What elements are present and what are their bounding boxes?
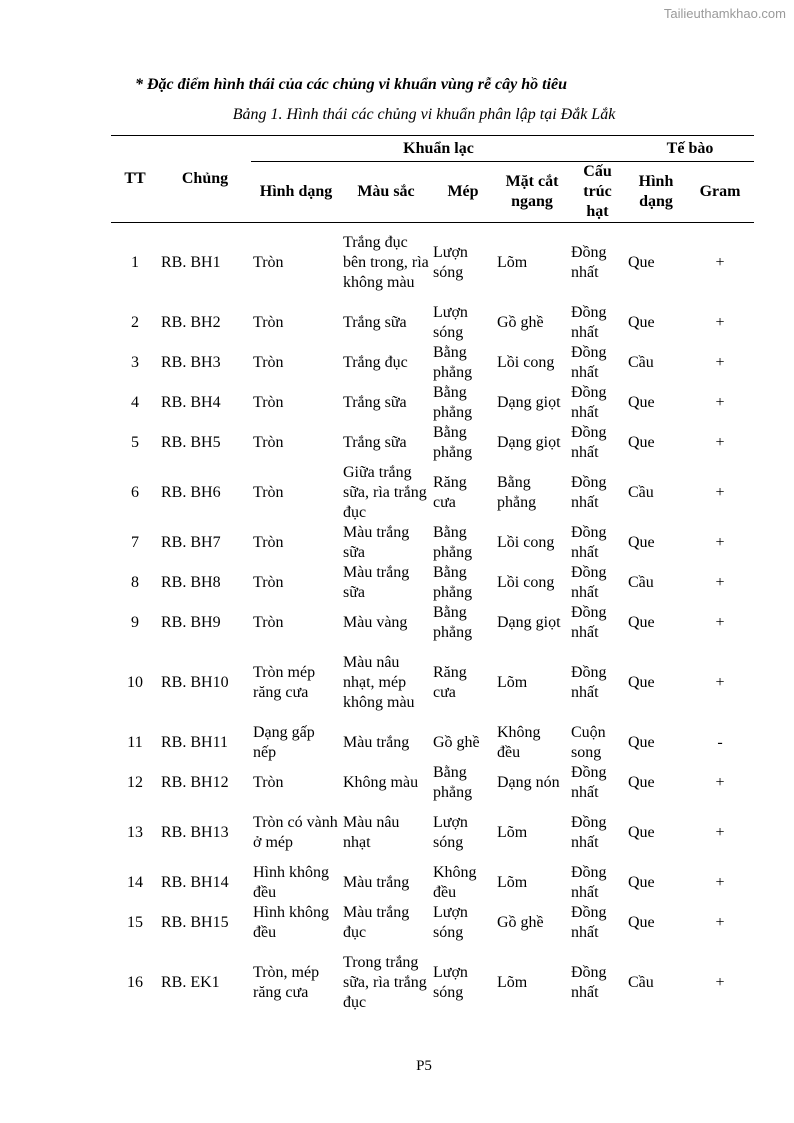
header-cell-shape: Hình dạng	[638, 173, 674, 210]
row-cell-shape: Que	[628, 913, 655, 931]
row-gram: +	[715, 823, 725, 841]
row-strain: RB. BH8	[161, 573, 221, 591]
row-edge: Bằng phẳng	[433, 423, 473, 461]
row-cross-section: Dạng giọt	[497, 393, 561, 411]
row-tt: 6	[131, 483, 139, 501]
row-gram: +	[715, 433, 725, 451]
table-caption: Bảng 1. Hình thái các chủng vi khuẩn phân lập tại Đắk Lắk	[232, 106, 616, 123]
row-tt: 5	[131, 433, 139, 451]
row-gram: +	[715, 393, 725, 411]
row-edge: Lượn sóng	[433, 813, 468, 851]
row-shape: Tròn	[253, 483, 284, 501]
row-gram: +	[715, 773, 725, 791]
row-shape: Tròn	[253, 433, 284, 451]
row-structure: Đồng nhất	[571, 423, 607, 461]
table-row	[111, 343, 754, 383]
row-color: Trong trắng sữa, rìa trắng đục	[343, 953, 427, 1011]
row-cell-shape: Que	[628, 253, 655, 271]
row-color: Trắng sữa	[343, 433, 407, 451]
row-shape: Tròn mép răng cưa	[253, 663, 316, 701]
row-gram: +	[715, 313, 725, 331]
row-structure: Đồng nhất	[571, 303, 607, 341]
row-edge: Bằng phẳng	[433, 523, 473, 561]
row-tt: 9	[131, 613, 139, 631]
table-row	[111, 903, 754, 943]
row-shape: Hình không đều	[253, 863, 329, 901]
table-row	[111, 563, 754, 603]
row-edge: Bằng phẳng	[433, 563, 473, 601]
header-colony-group: Khuẩn lạc	[251, 136, 626, 162]
row-color: Giữa trắng sữa, rìa trắng đục	[343, 463, 427, 521]
row-tt: 15	[127, 913, 143, 931]
row-strain: RB. BH2	[161, 313, 221, 331]
row-tt: 14	[127, 873, 143, 891]
row-cross-section: Dạng nón	[497, 773, 560, 791]
row-cell-shape: Cầu	[628, 573, 654, 591]
table-row	[111, 223, 754, 303]
row-cell-shape: Que	[628, 773, 655, 791]
watermark-text: Tailieuthamkhao.com	[663, 6, 786, 21]
row-edge: Lượn sóng	[433, 903, 468, 941]
row-structure: Đồng nhất	[571, 603, 607, 641]
row-edge: Lượn sóng	[433, 303, 468, 341]
row-strain: RB. BH9	[161, 613, 221, 631]
row-tt: 3	[131, 353, 139, 371]
row-cross-section: Lõm	[497, 253, 528, 271]
row-color: Màu vàng	[343, 613, 408, 631]
row-shape: Tròn	[253, 313, 284, 331]
row-strain: RB. BH5	[161, 433, 221, 451]
table-row	[111, 643, 754, 723]
row-edge: Gồ ghề	[433, 733, 480, 751]
header-tt: TT	[124, 170, 146, 187]
row-cell-shape: Que	[628, 393, 655, 411]
row-cross-section: Dạng giọt	[497, 613, 561, 631]
row-cross-section: Lồi cong	[497, 353, 555, 371]
row-cross-section: Lõm	[497, 873, 528, 891]
row-cell-shape: Cầu	[628, 973, 654, 991]
row-cross-section: Gồ ghề	[497, 313, 544, 331]
row-strain: RB. BH12	[161, 773, 229, 791]
table-row	[111, 523, 754, 563]
row-tt: 7	[131, 533, 139, 551]
row-shape: Tròn	[253, 573, 284, 591]
row-color: Trắng sữa	[343, 393, 407, 411]
row-tt: 1	[131, 253, 139, 271]
row-gram: +	[715, 973, 725, 991]
row-tt: 16	[127, 973, 143, 991]
row-gram: -	[717, 733, 723, 751]
row-gram: +	[715, 253, 725, 271]
row-gram: +	[715, 533, 725, 551]
header-edge: Mép	[447, 183, 479, 200]
row-shape: Tròn	[253, 613, 284, 631]
row-cell-shape: Cầu	[628, 353, 654, 371]
header-gram: Gram	[699, 183, 741, 200]
row-cross-section: Lõm	[497, 973, 528, 991]
row-color: Màu trắng sữa	[343, 563, 410, 601]
table-row	[111, 383, 754, 423]
table-row	[111, 723, 754, 763]
row-shape: Tròn	[253, 773, 284, 791]
row-gram: +	[715, 873, 725, 891]
row-edge: Lượn sóng	[433, 963, 468, 1001]
row-strain: RB. BH14	[161, 873, 229, 891]
table-row	[111, 943, 754, 1023]
row-color: Trắng sữa	[343, 313, 407, 331]
row-strain: RB. BH13	[161, 823, 229, 841]
row-strain: RB. BH15	[161, 913, 229, 931]
row-tt: 11	[127, 733, 143, 751]
row-color: Không màu	[343, 773, 419, 791]
row-tt: 10	[127, 673, 143, 691]
row-shape: Tròn, mép răng cưa	[253, 963, 320, 1001]
row-strain: RB. BH1	[161, 253, 221, 271]
row-cell-shape: Que	[628, 733, 655, 751]
row-structure: Đồng nhất	[571, 813, 607, 851]
row-strain: RB. BH3	[161, 353, 221, 371]
morphology-table	[111, 135, 754, 1023]
row-strain: RB. BH7	[161, 533, 221, 551]
row-edge: Răng cưa	[433, 663, 467, 701]
row-color: Màu trắng sữa	[343, 523, 410, 561]
header-structure: Cấu trúc hạt	[583, 163, 612, 220]
row-strain: RB. BH4	[161, 393, 221, 411]
row-edge: Bằng phẳng	[433, 383, 473, 421]
row-strain: RB. BH6	[161, 483, 221, 501]
row-shape: Hình không đều	[253, 903, 329, 941]
row-gram: +	[715, 613, 725, 631]
row-color: Màu trắng	[343, 873, 410, 891]
header-cell-group: Tế bào	[626, 136, 754, 162]
row-color: Màu trắng đục	[343, 903, 410, 941]
row-structure: Đồng nhất	[571, 243, 607, 281]
row-cell-shape: Que	[628, 433, 655, 451]
row-cross-section: Lồi cong	[497, 533, 555, 551]
row-shape: Tròn	[253, 533, 284, 551]
row-cell-shape: Que	[628, 823, 655, 841]
table-row	[111, 303, 754, 343]
row-strain: RB. BH10	[161, 673, 229, 691]
row-color: Màu nâu nhạt	[343, 813, 400, 851]
row-structure: Đồng nhất	[571, 473, 607, 511]
row-shape: Dạng gấp nếp	[253, 723, 315, 761]
row-edge: Bằng phẳng	[433, 603, 473, 641]
row-shape: Tròn có vành ở mép	[253, 813, 338, 851]
row-cross-section: Lồi cong	[497, 573, 555, 591]
row-edge: Răng cưa	[433, 473, 467, 511]
row-color: Trắng đục	[343, 353, 408, 371]
row-gram: +	[715, 573, 725, 591]
row-gram: +	[715, 913, 725, 931]
row-gram: +	[715, 353, 725, 371]
row-cross-section: Lõm	[497, 823, 528, 841]
row-color: Trắng đục bên trong, rìa không màu	[343, 233, 429, 291]
row-edge: Lượn sóng	[433, 243, 468, 281]
row-edge: Bằng phẳng	[433, 763, 473, 801]
row-structure: Đồng nhất	[571, 763, 607, 801]
row-cross-section: Dạng giọt	[497, 433, 561, 451]
row-color: Màu trắng	[343, 733, 410, 751]
row-structure: Đồng nhất	[571, 563, 607, 601]
row-structure: Đồng nhất	[571, 663, 607, 701]
row-cross-section: Không đều	[497, 723, 541, 761]
row-cell-shape: Cầu	[628, 483, 654, 501]
row-gram: +	[715, 483, 725, 501]
row-cross-section: Gồ ghề	[497, 913, 544, 931]
row-structure: Đồng nhất	[571, 523, 607, 561]
row-cross-section: Bằng phẳng	[497, 473, 537, 511]
row-structure: Cuộn song	[571, 723, 606, 761]
row-structure: Đồng nhất	[571, 383, 607, 421]
row-shape: Tròn	[253, 353, 284, 371]
row-cell-shape: Que	[628, 313, 655, 331]
row-cross-section: Lõm	[497, 673, 528, 691]
section-heading: * Đặc điểm hình thái của các chủng vi khuẩn vùng rễ cây hồ tiêu	[135, 76, 568, 93]
table-row	[111, 863, 754, 903]
header-cross-section: Mặt cắt ngang	[505, 173, 559, 210]
table-row	[111, 603, 754, 643]
row-strain: RB. BH11	[161, 733, 228, 751]
row-tt: 8	[131, 573, 139, 591]
row-structure: Đồng nhất	[571, 903, 607, 941]
row-structure: Đồng nhất	[571, 963, 607, 1001]
row-cell-shape: Que	[628, 613, 655, 631]
table-row	[111, 763, 754, 803]
table-row	[111, 463, 754, 523]
row-tt: 4	[131, 393, 139, 411]
row-gram: +	[715, 673, 725, 691]
row-edge: Không đều	[433, 863, 477, 901]
row-shape: Tròn	[253, 393, 284, 411]
row-color: Màu nâu nhạt, mép không màu	[343, 653, 415, 711]
row-shape: Tròn	[253, 253, 284, 271]
header-color: Màu sắc	[357, 183, 415, 200]
row-cell-shape: Que	[628, 873, 655, 891]
row-tt: 13	[127, 823, 143, 841]
page-number: P5	[416, 1058, 432, 1074]
table-row	[111, 423, 754, 463]
header-strain: Chủng	[181, 170, 229, 187]
row-strain: RB. EK1	[161, 973, 220, 991]
table-body	[111, 223, 754, 1023]
row-cell-shape: Que	[628, 673, 655, 691]
header-shape: Hình dạng	[259, 183, 333, 200]
row-structure: Đồng nhất	[571, 343, 607, 381]
row-tt: 2	[131, 313, 139, 331]
table-row	[111, 803, 754, 863]
row-cell-shape: Que	[628, 533, 655, 551]
row-structure: Đồng nhất	[571, 863, 607, 901]
row-edge: Bằng phẳng	[433, 343, 473, 381]
row-tt: 12	[127, 773, 143, 791]
